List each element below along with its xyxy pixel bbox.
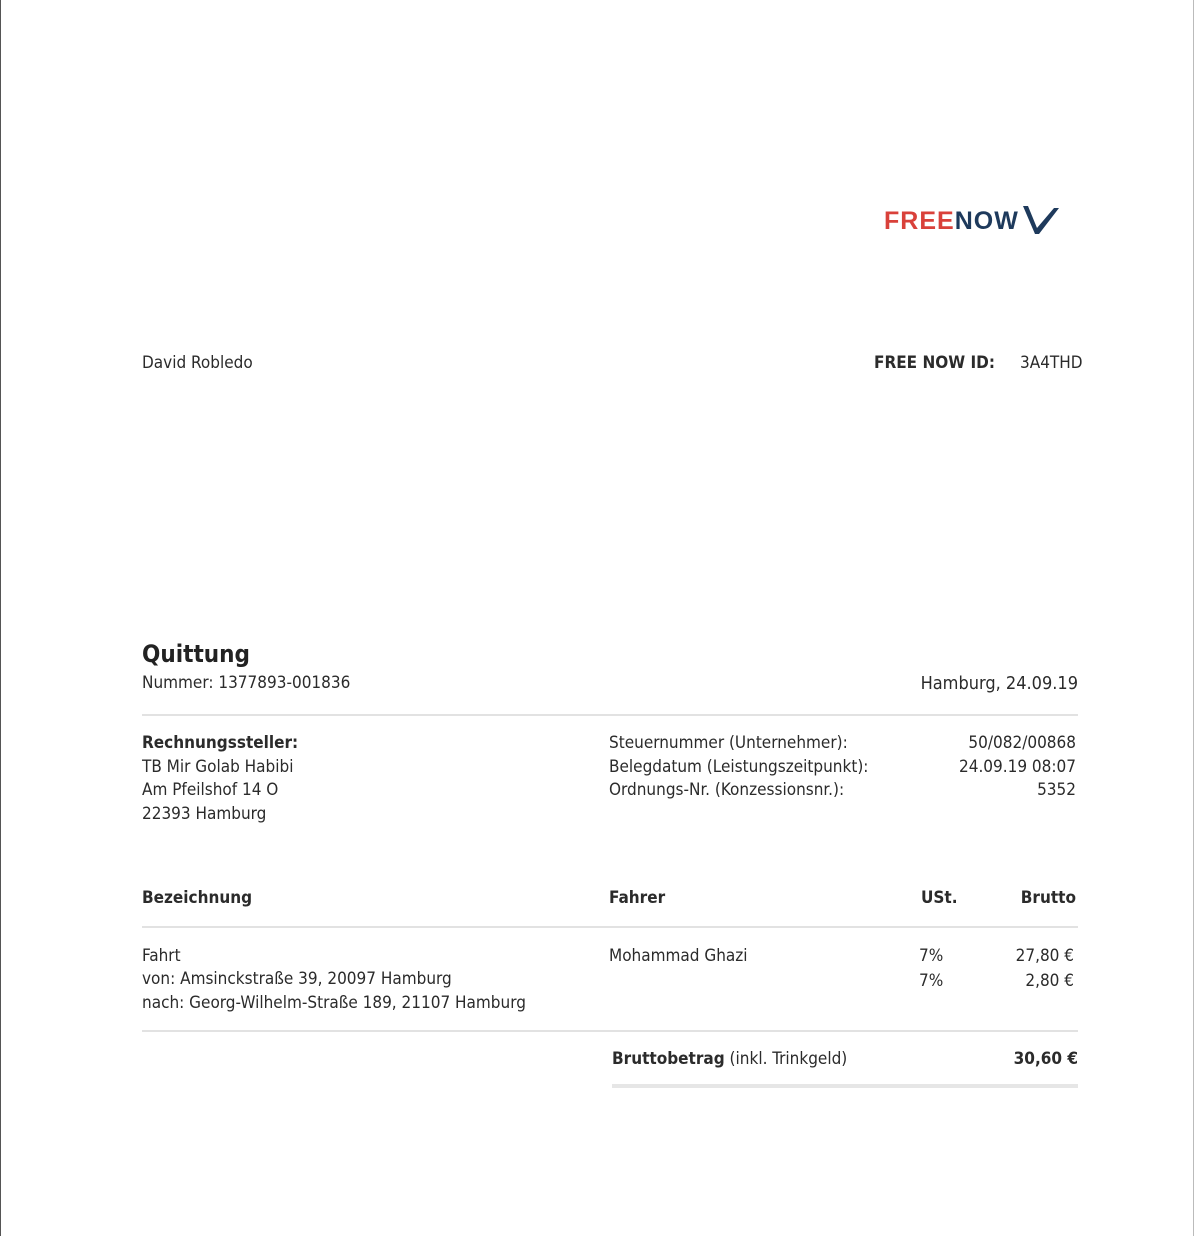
col-header-vat: USt. — [921, 888, 958, 908]
total-value: 30,60 € — [1013, 1049, 1078, 1069]
license-number-label: Ordnungs-Nr. (Konzessionsnr.): — [609, 780, 845, 800]
free-now-id-value: 3A4THD — [1020, 353, 1083, 373]
divider — [142, 1030, 1078, 1032]
divider — [142, 926, 1078, 928]
item-title: Fahrt — [142, 946, 181, 966]
col-header-description: Bezeichnung — [142, 888, 253, 908]
item-to: nach: Georg-Wilhelm-Straße 189, 21107 Hamburg — [142, 993, 526, 1013]
logo-free-text: FREE — [884, 206, 955, 235]
issuer-label: Rechnungssteller: — [142, 733, 299, 753]
item-gross-1: 27,80 € — [1015, 946, 1074, 966]
receipt-place-date: Hamburg, 24.09.19 — [920, 673, 1078, 694]
tax-number-value: 50/082/00868 — [968, 733, 1076, 753]
page-border-left — [0, 0, 1, 1236]
free-now-id-label: FREE NOW ID: — [874, 353, 995, 373]
col-header-driver: Fahrer — [609, 888, 666, 908]
item-vat-1: 7% — [919, 946, 944, 966]
customer-name: David Robledo — [142, 353, 253, 373]
logo-check-icon — [1021, 204, 1061, 238]
total-label-rest: (inkl. Trinkgeld) — [724, 1049, 848, 1069]
col-header-gross: Brutto — [1020, 888, 1076, 908]
total-double-rule — [612, 1084, 1078, 1088]
issuer-name: TB Mir Golab Habibi — [142, 757, 294, 777]
freenow-logo — [884, 201, 1061, 241]
receipt-date-label: Belegdatum (Leistungszeitpunkt): — [609, 757, 869, 777]
issuer-city: 22393 Hamburg — [142, 804, 267, 824]
tax-number-label: Steuernummer (Unternehmer): — [609, 733, 848, 753]
item-driver: Mohammad Ghazi — [609, 946, 748, 966]
item-from: von: Amsinckstraße 39, 20097 Hamburg — [142, 969, 452, 989]
item-vat-2: 7% — [919, 971, 944, 991]
receipt-number: Nummer: 1377893-001836 — [142, 673, 351, 693]
divider — [142, 714, 1078, 716]
item-gross-2: 2,80 € — [1025, 971, 1074, 991]
total-label-bold: Bruttobetrag — [612, 1049, 725, 1069]
license-number-value: 5352 — [1037, 780, 1076, 800]
logo-now-text: NOW — [954, 206, 1019, 235]
total-label — [612, 1049, 847, 1069]
receipt-date-value: 24.09.19 08:07 — [958, 757, 1076, 777]
page-title: Quittung — [142, 640, 250, 668]
issuer-street: Am Pfeilshof 14 O — [142, 780, 279, 800]
